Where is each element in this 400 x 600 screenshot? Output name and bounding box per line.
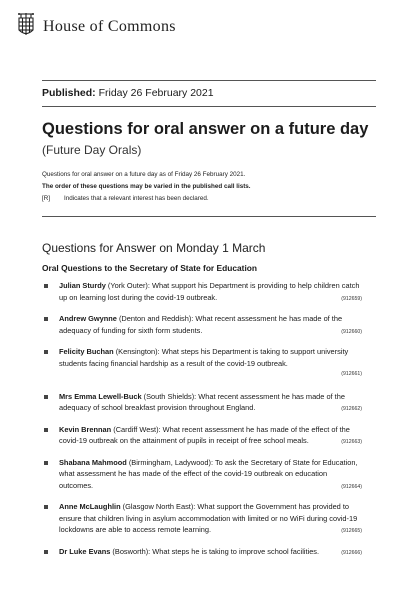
section-heading: Questions for Answer on Monday 1 March xyxy=(42,241,266,255)
member-name: Kevin Brennan xyxy=(59,424,112,434)
published-date: Friday 26 February 2021 xyxy=(98,87,214,99)
published-label: Published: xyxy=(42,87,96,99)
intro-line-1: Questions for oral answer on a future day as of Friday 26 February 2021. xyxy=(42,171,246,178)
member-name: Anne McLaughlin xyxy=(59,502,121,511)
question-ref: (912660) xyxy=(341,328,362,335)
portcullis-icon xyxy=(16,12,36,38)
question-ref: (912662) xyxy=(341,406,362,412)
member-name: Julian Sturdy xyxy=(59,281,106,290)
bullet-square-icon xyxy=(44,350,48,354)
question-ref: (912659) xyxy=(341,295,362,302)
member-name: Mrs Emma Lewell-Buck xyxy=(59,391,142,401)
member-constituency: (York Outer): xyxy=(107,281,150,290)
question-item xyxy=(42,391,362,414)
member-constituency: (Kensington): xyxy=(115,347,160,356)
bullet-square-icon xyxy=(44,395,48,399)
question-item xyxy=(42,280,362,303)
question-text: What support his Department is providing to help children catch up on learning lost during the covid-19 outbreak. xyxy=(59,281,360,302)
house-of-commons-header xyxy=(16,12,176,38)
question-ref: (912664) xyxy=(341,483,362,490)
bullet-square-icon xyxy=(44,505,48,509)
question-text: What support the Government has provided to ensure that children living in asylum accommodation with limited or no WiFi during covid-19 lockdowns are able to access remote learning. xyxy=(59,502,358,534)
member-constituency: (Birmingham, Ladywood): xyxy=(128,457,214,467)
bullet-square-icon xyxy=(44,284,48,288)
house-name: House of Commons xyxy=(43,18,176,35)
question-text: What steps his Department is taking to support university students facing financial hardship as a result of the covid-19 outbreak. xyxy=(59,347,349,368)
questions-list xyxy=(42,280,362,567)
question-item xyxy=(42,313,362,336)
question-text: What recent assessment he has made of the adequacy of school breakfast provision throughout England. xyxy=(59,391,345,412)
rule-top xyxy=(42,80,376,81)
member-name: Andrew Gwynne xyxy=(59,314,117,323)
intro-line-2: The order of these questions may be varied in the published call lists. xyxy=(42,183,251,190)
member-name: Dr Luke Evans xyxy=(59,546,111,556)
question-ref: (912661) xyxy=(341,371,362,377)
intro-line-3 xyxy=(42,193,251,205)
r-text: Indicates that a relevant interest has been declared. xyxy=(64,195,209,202)
bullet-square-icon xyxy=(44,550,48,554)
question-item xyxy=(42,346,362,381)
question-ref: (912663) xyxy=(341,439,362,445)
subsection-heading: Oral Questions to the Secretary of State for Education xyxy=(42,263,258,273)
question-ref: (912666) xyxy=(341,549,362,556)
member-name: Felicity Buchan xyxy=(59,347,114,356)
published-line xyxy=(42,87,214,99)
page-title: Questions for oral answer on a future day xyxy=(42,120,369,138)
bullet-square-icon xyxy=(44,461,48,465)
question-text: What recent assessment he has made of the adequacy of funding for sixth form students. xyxy=(59,314,343,335)
page-subtitle: (Future Day Orals) xyxy=(42,143,142,157)
question-text: What recent assessment he has made of the effect of the covid-19 outbreak on the attainment of pupils in receipt of free school meals. xyxy=(59,424,350,445)
rule-published xyxy=(42,106,376,107)
member-constituency: (Glasgow North East): xyxy=(122,502,196,511)
question-item xyxy=(42,501,362,536)
bullet-square-icon xyxy=(44,317,48,321)
intro-notes xyxy=(42,169,251,205)
member-constituency: (Denton and Reddish): xyxy=(118,314,194,323)
member-constituency: (Cardiff West): xyxy=(113,424,161,434)
r-code: [R] xyxy=(42,195,51,202)
member-constituency: (South Shields): xyxy=(143,391,197,401)
bullet-square-icon xyxy=(44,428,48,432)
rule-section xyxy=(42,216,376,217)
question-ref: (912665) xyxy=(341,528,362,534)
question-item xyxy=(42,546,362,558)
question-text: To ask the Secretary of State for Education, what assessment he has made of the effect of the covid-19 outbreak on education outcomes. xyxy=(59,457,358,490)
member-name: Shabana Mahmood xyxy=(59,457,127,467)
question-item xyxy=(42,457,362,492)
member-constituency: (Bosworth): xyxy=(112,546,151,556)
question-item xyxy=(42,424,362,447)
question-text: What steps he is taking to improve school facilities. xyxy=(152,546,320,556)
